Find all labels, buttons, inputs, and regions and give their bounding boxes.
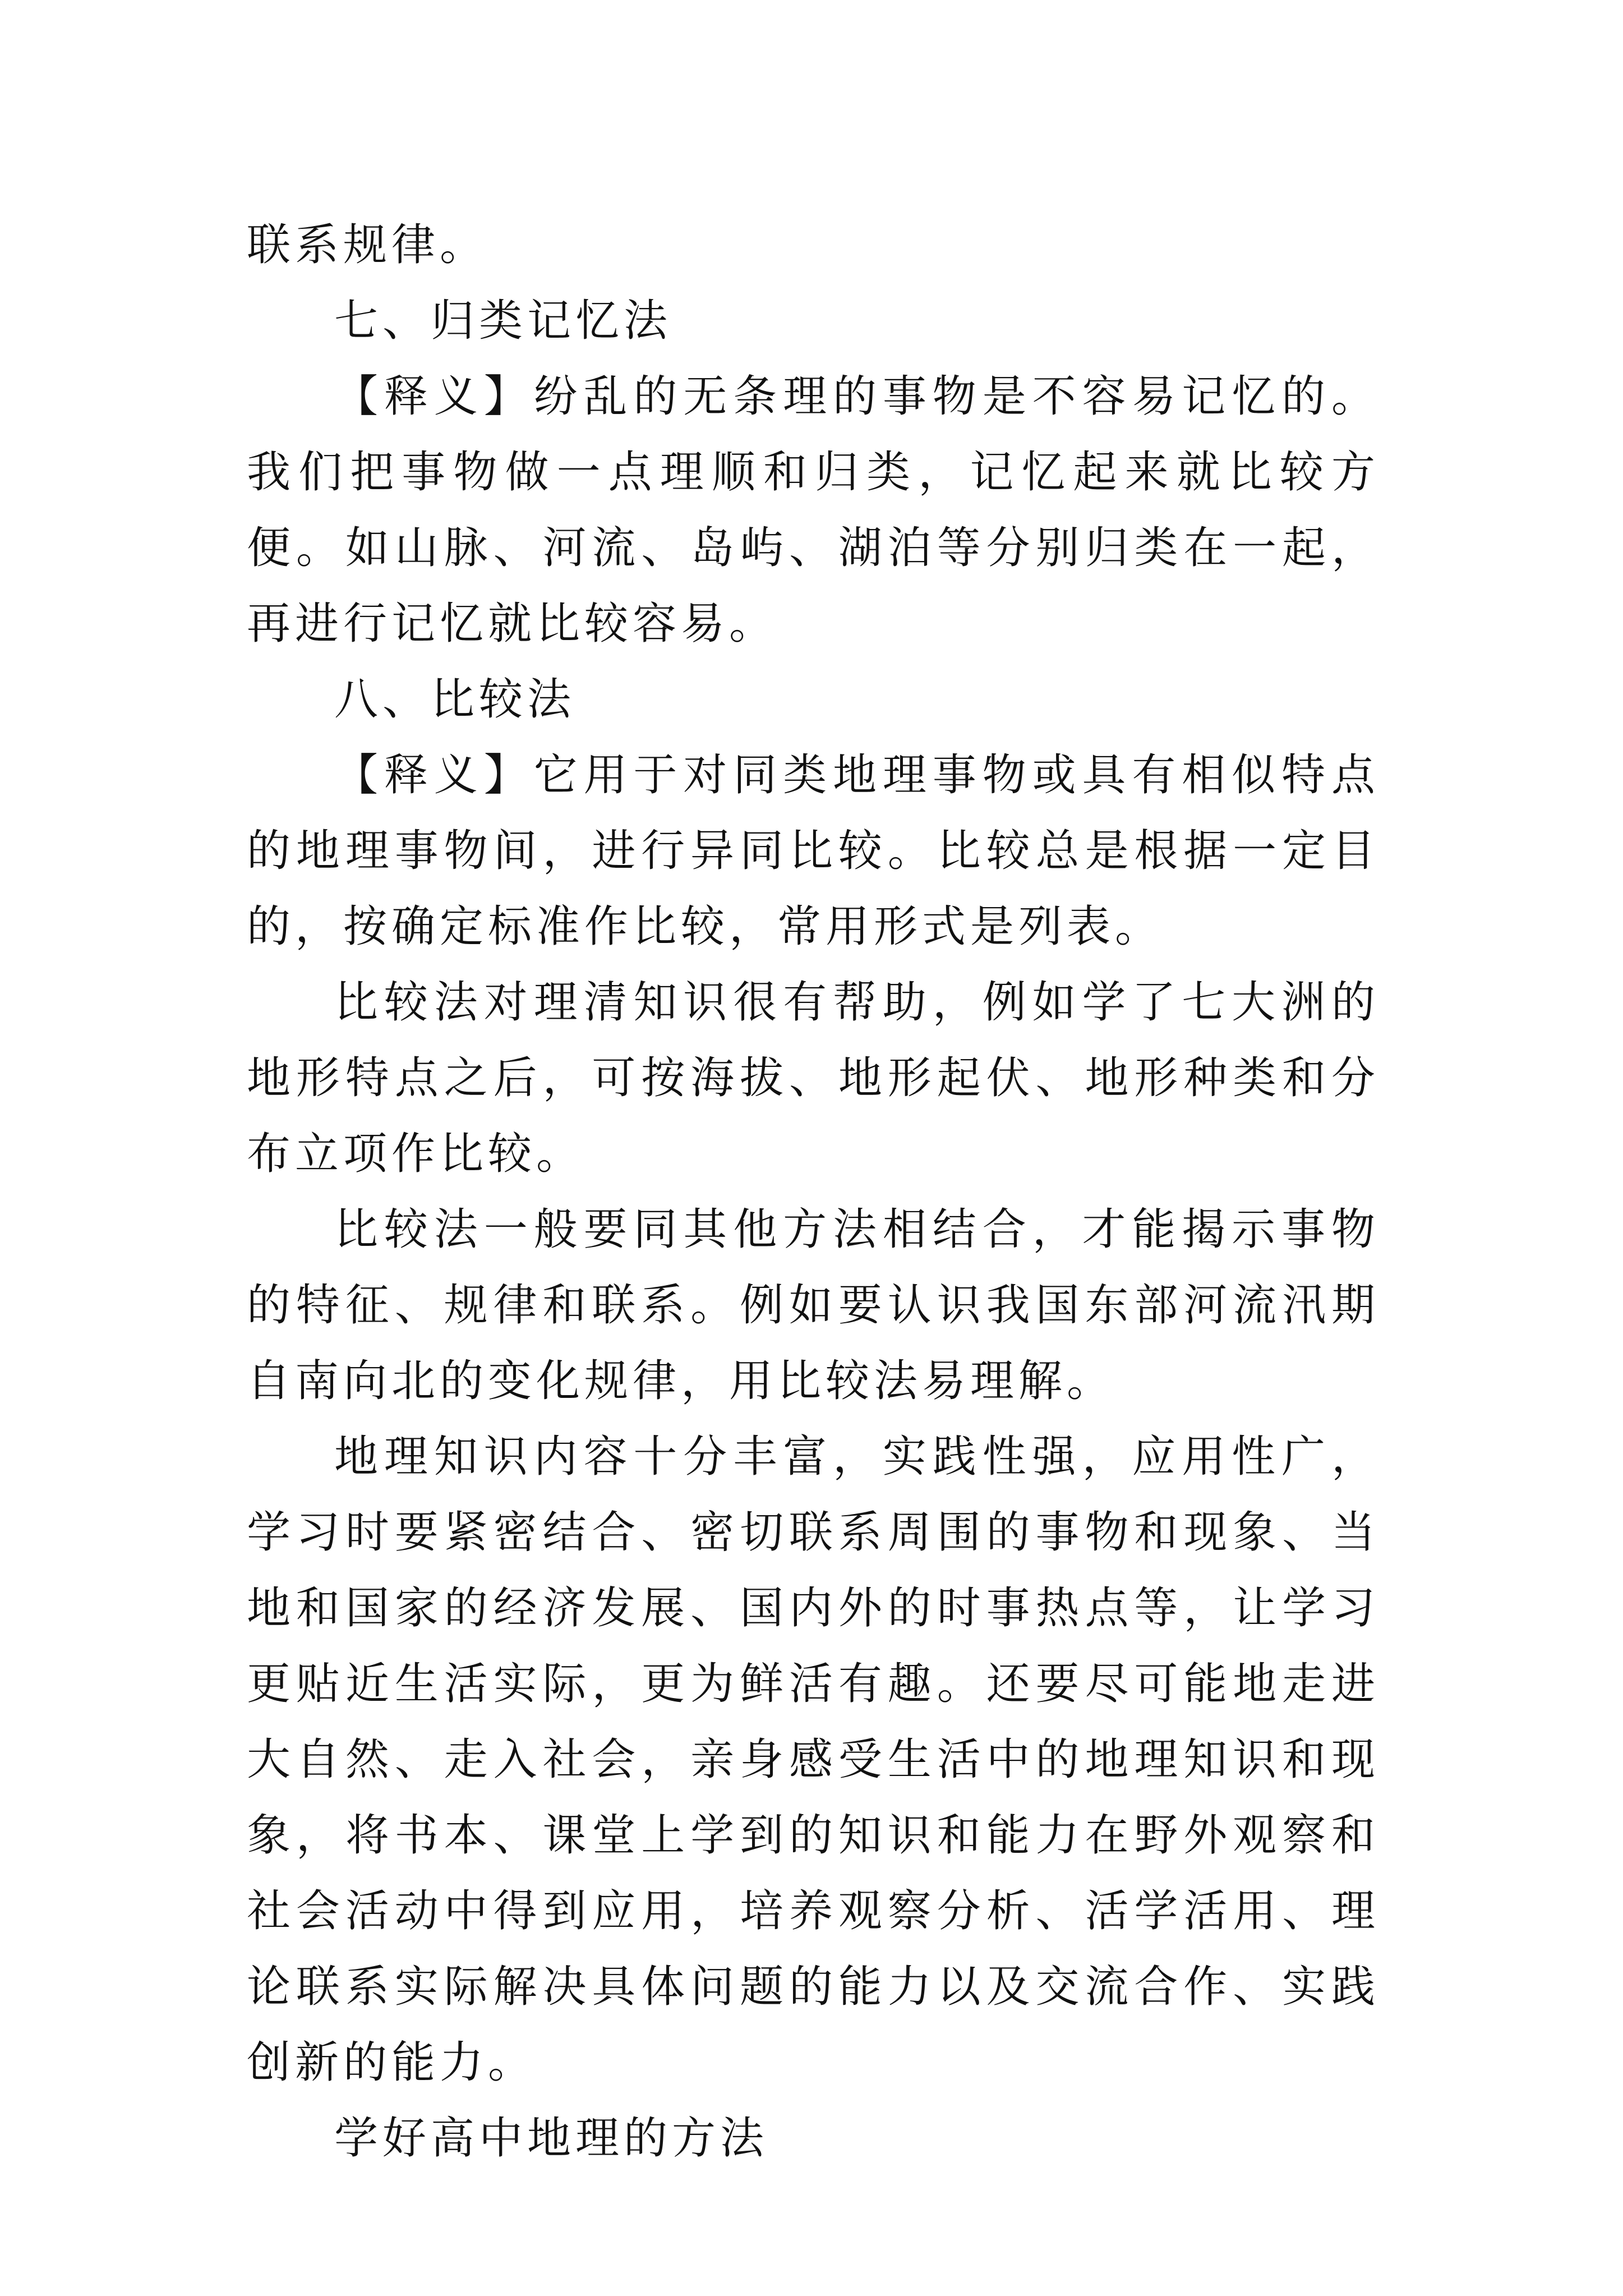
paragraph-continuation: 联系规律。 <box>247 220 488 270</box>
section-heading-classification-memory: 七、归类记忆法 <box>334 296 672 346</box>
section-heading-study-methods: 学好高中地理的方法 <box>334 2113 769 2164</box>
paragraph-geography-practice: 地理知识内容十分丰富，实践性强，应用性广，学习时要紧密结合、密切联系周围的事物和现象、当地和国家的经济发展、国内外的时事热点等，让学习更贴近生活实际，更为鲜活有趣。还要尽可能地走进大自然、走入社会，亲身感受生活中的地理知识和现象，将书本、课堂上学到的知识和能力在野外观察和社会活动中得到应用，培养观察分析、活学活用、理论联系实际解决具体问题的能力以及交流合作、实践创新的能力。 <box>247 1432 1380 2088</box>
section-heading-comparison-method: 八、比较法 <box>334 674 576 725</box>
paragraph-comparison-example: 比较法对理清知识很有帮助，例如学了七大洲的地形特点之后，可按海拔、地形起伏、地形种类和分布立项作比较。 <box>247 977 1380 1179</box>
paragraph-comparison-definition: 【释义】它用于对同类地理事物或具有相似特点的地理事物间，进行异同比较。比较总是根据一定目的，按确定标准作比较，常用形式是列表。 <box>247 750 1380 952</box>
paragraph-classification-definition: 【释义】纷乱的无条理的事物是不容易记忆的。我们把事物做一点理顺和归类，记忆起来就比较方便。如山脉、河流、岛屿、湖泊等分别归类在一起，再进行记忆就比较容易。 <box>247 371 1380 649</box>
document-body <box>247 208 1380 2177</box>
paragraph-comparison-combination: 比较法一般要同其他方法相结合，才能揭示事物的特征、规律和联系。例如要认识我国东部河流汛期自南向北的变化规律，用比较法易理解。 <box>247 1204 1380 1406</box>
